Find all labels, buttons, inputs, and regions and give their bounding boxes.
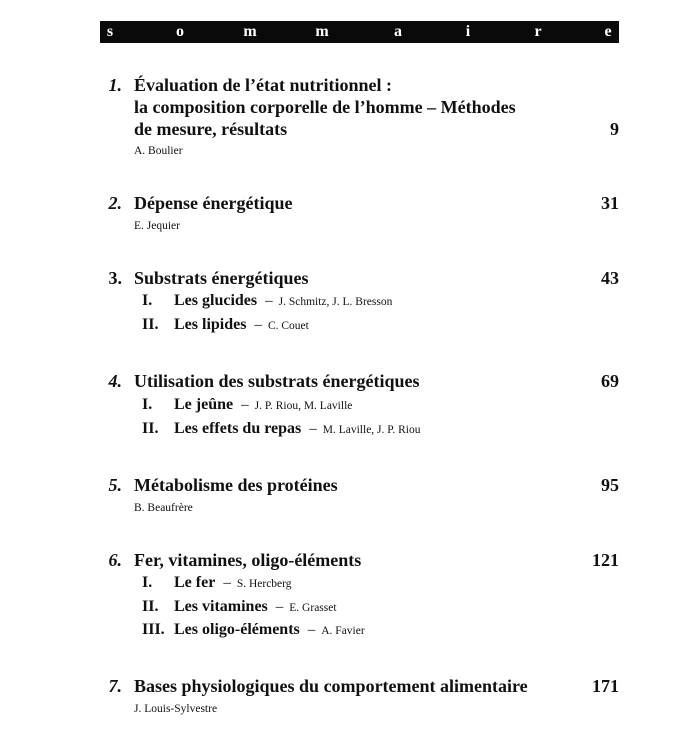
entry-page-number: 69 xyxy=(601,371,619,391)
banner-letter: m xyxy=(315,23,329,40)
entry-number: 1. xyxy=(108,75,122,95)
banner-letter: o xyxy=(176,23,184,40)
sub-title: Les vitamines xyxy=(174,598,268,615)
entry-author: A. Boulier xyxy=(134,145,183,157)
banner-letter: s xyxy=(106,23,114,40)
sub-title: Les lipides xyxy=(174,316,247,333)
sub-numeral: II. xyxy=(142,316,159,333)
entry-title: Substrats énergétiques xyxy=(134,268,309,288)
sub-author: J. P. Riou, M. Laville xyxy=(254,400,353,412)
sub-title: Les glucides xyxy=(174,292,258,309)
sub-dash: – xyxy=(223,575,231,591)
banner-letter: i xyxy=(465,23,471,40)
sub-dash: – xyxy=(309,421,317,437)
entry-page-number: 9 xyxy=(610,119,619,139)
entry-page-number: 121 xyxy=(592,550,619,570)
sub-author: C. Couet xyxy=(267,320,309,332)
banner-letter: m xyxy=(243,23,257,40)
sub-numeral: I. xyxy=(142,292,153,309)
banner-letter: a xyxy=(394,23,402,40)
sub-entry[interactable] xyxy=(134,395,352,416)
sub-entry[interactable] xyxy=(134,620,365,641)
sub-title: Le jeûne xyxy=(174,396,234,413)
entry-title: Fer, vitamines, oligo-éléments xyxy=(134,550,362,570)
entry-title: Dépense énergétique xyxy=(134,193,293,213)
sub-dash: – xyxy=(254,317,262,333)
entry-title-line: la composition corporelle de l’homme – Méthodes xyxy=(134,97,516,117)
banner-letter: r xyxy=(534,23,542,40)
entry-author: E. Jequier xyxy=(134,220,180,232)
sub-numeral: I. xyxy=(142,574,153,591)
sub-numeral: I. xyxy=(142,396,153,413)
entry-title: Métabolisme des protéines xyxy=(134,475,338,495)
sub-numeral: II. xyxy=(142,420,159,437)
sub-numeral: III. xyxy=(142,621,165,638)
sub-title: Les oligo-éléments xyxy=(174,621,300,638)
entry-number: 2. xyxy=(108,193,122,213)
sub-dash: – xyxy=(241,397,249,413)
sommaire-banner xyxy=(100,21,619,43)
sub-author: J. Schmitz, J. L. Bresson xyxy=(278,296,393,308)
sub-author: A. Favier xyxy=(321,625,365,637)
entry-page-number: 31 xyxy=(601,193,619,213)
sub-entry[interactable] xyxy=(134,291,392,312)
entry-title-line: de mesure, résultats xyxy=(134,119,288,139)
entry-author: J. Louis-Sylvestre xyxy=(134,703,218,715)
sub-author: S. Hercberg xyxy=(236,578,292,590)
sub-title: Les effets du repas xyxy=(174,420,302,437)
banner-letter: e xyxy=(604,23,612,40)
entry-page-number: 95 xyxy=(601,475,619,495)
sub-dash: – xyxy=(307,622,316,638)
sub-dash: – xyxy=(265,293,273,309)
entry-title: Bases physiologiques du comportement alimentaire xyxy=(134,676,528,696)
entry-number: 7. xyxy=(108,676,122,696)
entry-number: 5. xyxy=(108,475,122,495)
sub-dash: – xyxy=(275,599,284,615)
entry-page-number: 43 xyxy=(601,268,619,288)
sub-numeral: II. xyxy=(142,598,159,615)
sub-entry[interactable] xyxy=(134,573,292,594)
sub-entry[interactable] xyxy=(134,419,421,440)
sub-title: Le fer xyxy=(174,574,216,591)
entry-title-line: Évaluation de l’état nutritionnel : xyxy=(134,75,393,95)
sub-author: M. Laville, J. P. Riou xyxy=(322,424,421,436)
sub-entry[interactable] xyxy=(134,597,337,618)
sub-author: E. Grasset xyxy=(289,602,337,614)
sub-entry[interactable] xyxy=(134,315,309,336)
entry-author: B. Beaufrère xyxy=(134,502,193,514)
entry-number: 6. xyxy=(108,550,122,570)
entry-page-number: 171 xyxy=(592,676,619,696)
entry-number: 3. xyxy=(108,268,122,288)
entry-title: Utilisation des substrats énergétiques xyxy=(134,371,420,391)
entry-number: 4. xyxy=(108,371,122,391)
